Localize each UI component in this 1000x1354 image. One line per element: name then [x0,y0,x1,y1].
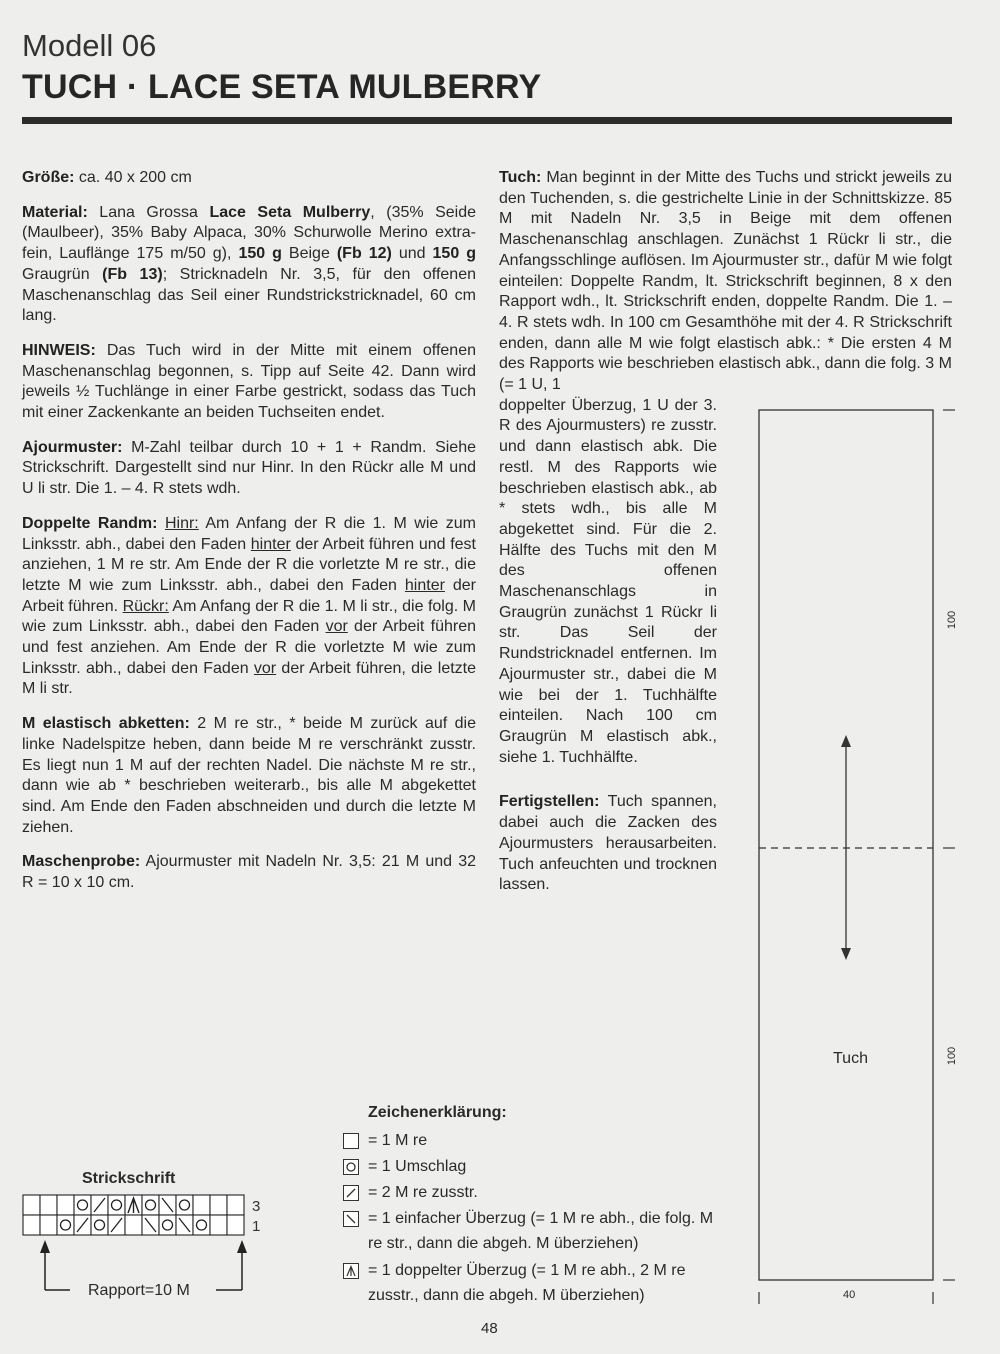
chart-cell [210,1215,227,1235]
row-number-3: 3 [252,1198,261,1215]
chart-cell [176,1195,193,1215]
hint-paragraph: HINWEIS: Das Tuch wird in der Mitte mit einem offenen Maschenanschlag begonnen, s. Tipp auf Seite 42. Dann wird jeweils ½ Tuchlänge in einer Farbe gestrickt, sodass das Tuch mit einer Zackenkante an beiden Tuchseiten endet. [22,341,476,422]
size-paragraph: Größe: ca. 40 x 200 cm [22,169,192,186]
chart-cell [108,1195,125,1215]
chart-cell [40,1195,57,1215]
slash-right-square-icon [343,1185,359,1201]
row-number-1: 1 [252,1218,261,1235]
legend-title: Zeichenerklärung: [368,1104,507,1121]
dim-bottom-label: 100 [946,1046,959,1066]
empty-square-icon [343,1133,359,1149]
model-number: Modell 06 [22,28,157,63]
material-paragraph: Material: Lana Grossa Lace Seta Mulberry, (35% Seide (Maulbeer), 35% Baby Alpaca, 30% Schurwolle Merino extra-fein, Lauflänge 175 m/50 g), 150 g Beige (Fb 12) und 150 g Graugrün (Fb 13); Stricknadeln Nr. 3,5, für den offenen Maschenanschlag das Seil einer Rundstrickstricknadel, 60 cm lang. [22,203,477,325]
page-title: TUCH · LACE SETA MULBERRY [22,68,542,106]
shawl-schematic [740,395,970,1315]
chart-cell [142,1195,159,1215]
chart-cell [40,1215,57,1235]
chart-cell [227,1195,244,1215]
dim-width-label: 40 [843,1289,856,1301]
slash-left-square-icon [343,1211,359,1227]
circle-square-icon [343,1159,359,1175]
chart-cell [23,1195,40,1215]
chart-cell [193,1195,210,1215]
legend-item: = 1 Umschlag [343,1154,723,1179]
chart-cell [125,1215,142,1235]
legend-item: = 2 M re zusstr. [343,1180,723,1205]
chart-title: Strickschrift [82,1170,176,1187]
page-number: 48 [481,1320,498,1337]
double-decrease-square-icon [343,1263,359,1279]
left-column [22,168,476,908]
legend-item: = 1 M re [343,1128,723,1153]
rapport-label: Rapport=10 M [88,1282,190,1299]
edge-stitch-paragraph: Doppelte Randm: Hinr: Am Anfang der R die 1. M wie zum Linksstr. abh., dabei den Faden hinter der Arbeit führen und fest anziehen, 1 M re str. Am Ende der R die vorletzte M re str., die letzte M wie zum Linksstr. abh., dabei den Faden hinter der Arbeit führen. Rückr: Am Anfang der R die 1. M li str., die folg. M wie zum Linksstr. abh., dabei den Faden vor der Arbeit führen und fest anziehen. Am Ende der R die vorletzte M wie zum Linksstr. abh., dabei den Faden vor der Arbeit führen, die letzte M li str. [22,514,477,698]
chart-cell [159,1215,176,1235]
dim-top-label: 100 [946,610,959,630]
chart-cell [23,1215,40,1235]
chart-cell [210,1195,227,1215]
chart-cell [91,1215,108,1235]
legend-item: = 1 doppelter Überzug (= 1 M re abh., 2 M re zusstr., dann die abgeh. M überziehen) [343,1258,723,1308]
chart-cell [193,1215,210,1235]
chart-cell [227,1215,244,1235]
ajour-paragraph: Ajourmuster: M-Zahl teilbar durch 10 + 1 + Randm. Siehe Strickschrift. Dargestellt sind nur Hinr. In den Rückr alle M und U li str. Die 1. – 4. R stets wdh. [22,438,476,498]
bind-off-paragraph: M elastisch abketten: 2 M re str., * beide M zurück auf die linke Nadelspitze heben, dann beide M re verschränkt zusstr. Es liegt nun 1 M auf der rechten Nadel. Die nächste M re str., dann wie ab * beschrieben weiterarb., bis alle M abgekettet sind. Am Ende den Faden abschneiden und durch die letzte M ziehen. [22,715,477,836]
finishing-paragraph: Fertigstellen: Tuch spannen, dabei auch die Zacken des Ajourmusters herausarbeiten. Tuch anfeuchten und trocknen lassen. [499,793,717,894]
shawl-paragraph-cont: doppelter Überzug, 1 U der 3. R des Ajourmusters) re zusstr. und dann elastisch abk. Die restl. M des Rapports wie beschrieben elastisch abk., ab * stets wdh., bis alle M abgekettet sind. Für die 2. Hälfte des Tuchs mit den M des offenen Maschenanschlags in Graugrün zunächst 1 Rückr li str. Das Seil der Rundstricknadel entfernen. Im Ajourmuster str., dabei die M wie bei der 1. Tuchhälfte einteilen. Nach 100 cm Graugrün M elastisch abk., siehe 1. Tuchhälfte. [499,396,717,766]
chart-cell [57,1215,74,1235]
shawl-paragraph: Tuch: Man beginnt in der Mitte des Tuchs und strickt jeweils zu den Tuchenden, s. die gestrichelte Linie in der Schnittskizze. 85 M mit Nadeln Nr. 3,5 in Beige mit dem offenen Maschenanschlag anschlagen. Zunächst 1 Rückr li str., die Anfangsschlinge auflösen. Im Ajourmuster str., dafür M wie folgt einteilen: Doppelte Randm, lt. Strickschrift beginnen, 8 x den Rapport wdh., lt. Strickschrift enden, doppelte Randm. Die 1. – 4. R stets wdh. In 100 cm Gesamthöhe mit der 4. R Strickschrift enden, dann alle M wie folgt elastisch abk.: * Die ersten 4 M des Rapports wie beschrieben elastisch abk., dann die folg. 3 M (= 1 U, 1 [499,169,952,394]
chart-cell [57,1195,74,1215]
gauge-paragraph: Maschenprobe: Ajourmuster mit Nadeln Nr. 3,5: 21 M und 32 R = 10 x 10 cm. [22,853,476,892]
title-rule [22,117,952,124]
legend-item: = 1 einfacher Überzug (= 1 M re abh., die folg. M re str., dann die abgeh. M überziehen) [343,1206,723,1256]
chart-cell [74,1195,91,1215]
schematic-label: Tuch [833,1050,868,1067]
